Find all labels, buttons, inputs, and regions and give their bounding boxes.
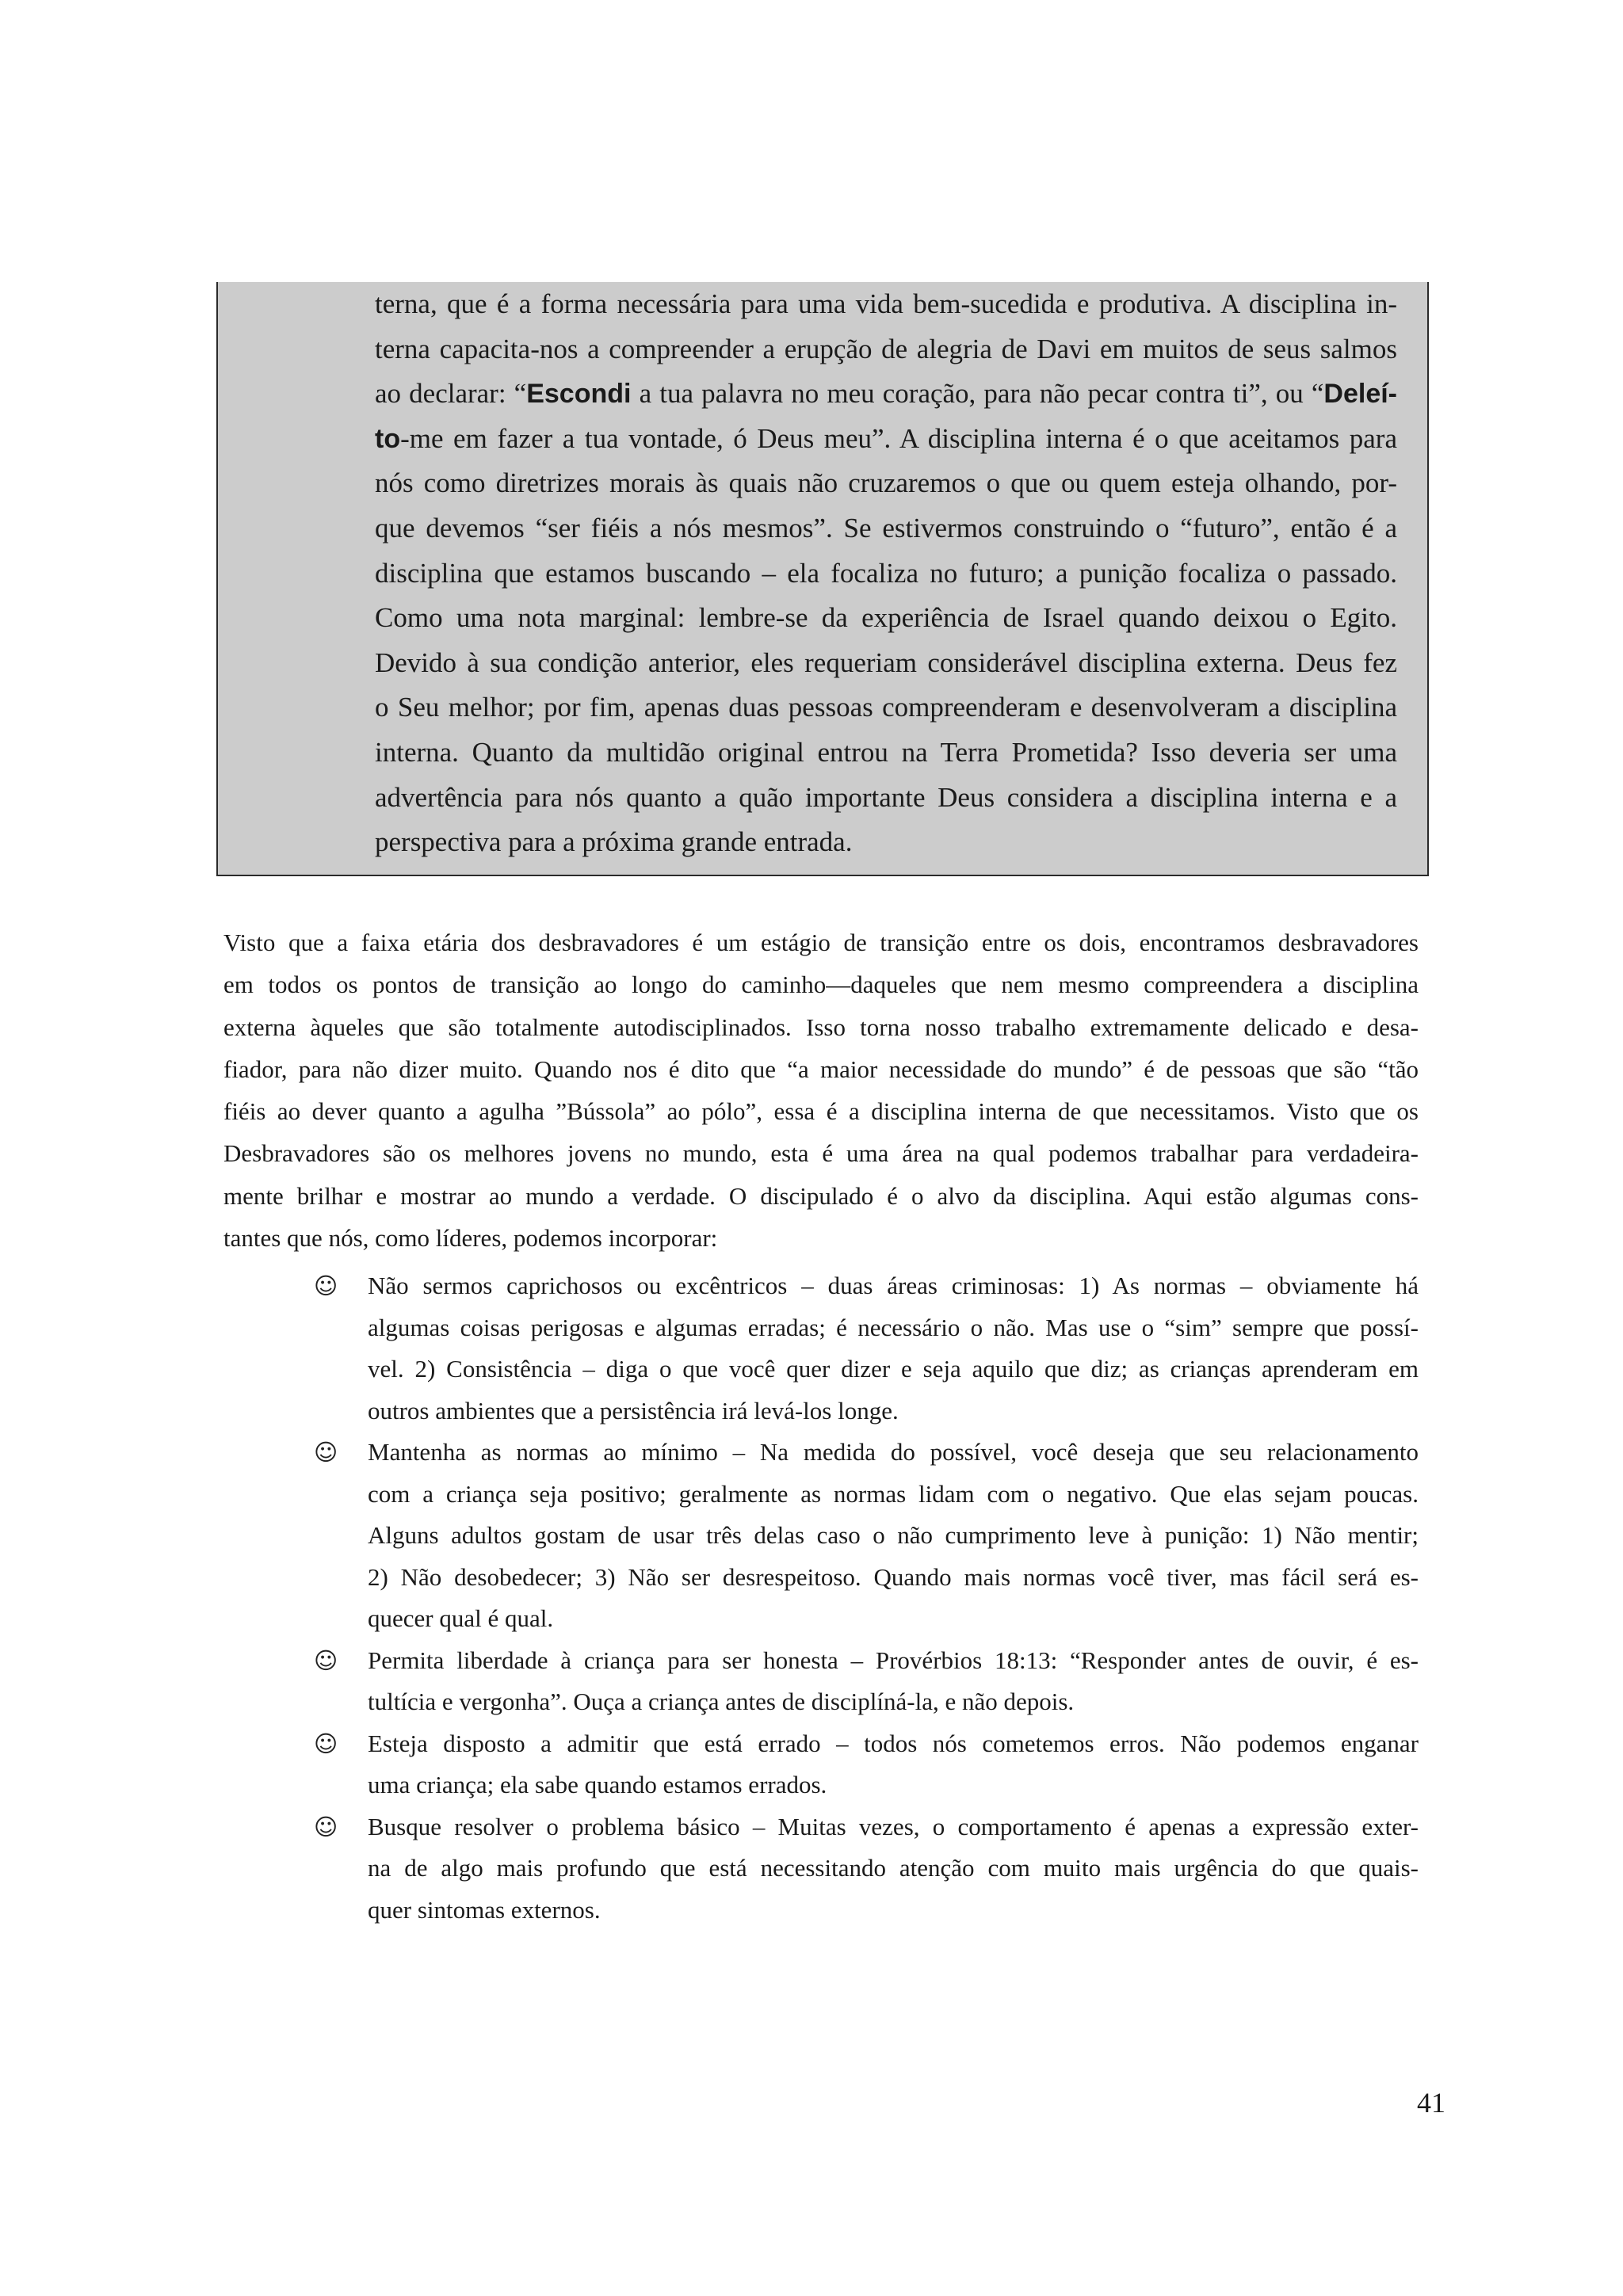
smiley-icon: ☺ <box>314 1439 338 1466</box>
callout-line: perspectiva para a próxima grande entrada. <box>375 826 853 858</box>
callout-line: Devido à sua condição anterior, eles requeriam considerável disciplina externa. Deus fez <box>375 646 1397 678</box>
paragraph-line: Visto que a faixa etária dos desbravadores é um estágio de transição entre os dois, encontramos desbravadores <box>223 929 1419 956</box>
page-number: 41 <box>1417 2087 1445 2119</box>
callout-text-segment: -me em fazer a tua vontade, ó Deus meu”. A disciplina interna é o que aceitamos para <box>400 422 1397 454</box>
bold-term-escondi: Escondi <box>526 379 632 410</box>
callout-line: o Seu melhor; por fim, apenas duas pessoas compreenderam e desenvolveram a disciplina <box>375 692 1397 723</box>
list-item <box>315 1723 1419 1806</box>
paragraph-line: fiéis ao dever quanto a agulha ”Bússola” ao pólo”, essa é a disciplina interna de que necessitamos. Visto que os <box>223 1097 1419 1126</box>
callout-text <box>375 282 1397 865</box>
smiley-icon: ☺ <box>314 1646 338 1674</box>
list-item-line: algumas coisas perigosas e algumas erradas; é necessário o não. Mas use o “sim” sempre que possí- <box>368 1313 1419 1341</box>
list-item-line: com a criança seja positivo; geralmente as normas lidam com o negativo. Que elas sejam poucas. <box>368 1479 1419 1508</box>
list-item-text <box>368 1806 1419 1932</box>
callout-text-segment: a tua palavra no meu coração, para não pecar contra ti”, ou “ <box>631 378 1324 410</box>
list-item <box>315 1806 1419 1932</box>
list-item-line: vel. 2) Consistência – diga o que você quer dizer e seja aquilo que diz; as crianças aprenderam em <box>368 1355 1419 1383</box>
list-item-line: quer sintomas externos. <box>368 1895 601 1924</box>
list-item-line: Permita liberdade à criança para ser honesta – Provérbios 18:13: “Responder antes de ouvir, é es- <box>368 1646 1419 1674</box>
callout-line: terna, que é a forma necessária para uma vida bem-sucedida e produtiva. A disciplina in- <box>375 288 1397 319</box>
bullet-list <box>315 1265 1419 1931</box>
body-paragraph <box>223 921 1419 1259</box>
paragraph-line: mente brilhar e mostrar ao mundo a verdade. O discipulado é o alvo da disciplina. Aqui estão algumas cons- <box>223 1181 1419 1210</box>
list-item-line: uma criança; ela sabe quando estamos errados. <box>368 1771 827 1798</box>
callout-line: disciplina que estamos buscando – ela focaliza no futuro; a punição focaliza o passado. <box>375 557 1397 589</box>
paragraph-line: tantes que nós, como líderes, podemos incorporar: <box>223 1224 718 1253</box>
callout-box <box>216 282 1429 876</box>
paragraph-line: fiador, para não dizer muito. Quando nos é dito que “a maior necessidade do mundo” é de pessoas que são “tão <box>223 1055 1419 1083</box>
smiley-icon: ☺ <box>314 1813 338 1840</box>
callout-line <box>375 417 1397 462</box>
list-item-line: Busque resolver o problema básico – Muitas vezes, o comportamento é apenas a expressão exter- <box>368 1812 1419 1840</box>
list-item <box>315 1432 1419 1640</box>
list-item-line: Esteja disposto a admitir que está errado – todos nós cometemos erros. Não podemos enganar <box>368 1729 1419 1757</box>
list-item-line: quecer qual é qual. <box>368 1604 554 1632</box>
list-item-line: outros ambientes que a persistência irá levá-los longe. <box>368 1396 899 1425</box>
list-item-text <box>368 1432 1419 1640</box>
paragraph-line: Desbravadores são os melhores jovens no mundo, esta é uma área na qual podemos trabalhar para verdadeira- <box>223 1139 1419 1168</box>
list-item <box>315 1265 1419 1432</box>
paragraph-line: em todos os pontos de transição ao longo do caminho—daqueles que nem mesmo compreendera a disciplina <box>223 971 1419 999</box>
list-item-line: na de algo mais profundo que está necessitando atenção com muito mais urgência do que quais- <box>368 1854 1419 1882</box>
callout-text-segment: ao declarar: “ <box>375 378 527 410</box>
smiley-icon: ☺ <box>314 1730 338 1757</box>
bold-term-deleito-end: to <box>375 423 401 454</box>
list-item <box>315 1640 1419 1723</box>
list-item-line: tultícia e vergonha”. Ouça a criança antes de disciplíná-la, e não depois. <box>368 1688 1075 1715</box>
bold-term-deleito-start: Deleí- <box>1323 379 1397 410</box>
callout-line <box>375 372 1397 417</box>
callout-line: nós como diretrizes morais às quais não cruzaremos o que ou quem esteja olhando, por- <box>375 467 1397 499</box>
list-item-line: 2) Não desobedecer; 3) Não ser desrespeitoso. Quando mais normas você tiver, mas fácil será es- <box>368 1562 1419 1591</box>
callout-line: terna capacita-nos a compreender a erupção de alegria de Davi em muitos de seus salmos <box>375 333 1397 364</box>
list-item-line: Não sermos caprichosos ou excêntricos – duas áreas criminosas: 1) As normas – obviamente há <box>368 1272 1419 1299</box>
list-item-line: Mantenha as normas ao mínimo – Na medida do possível, você deseja que seu relacionamento <box>368 1438 1419 1466</box>
callout-line: Como uma nota marginal: lembre-se da experiência de Israel quando deixou o Egito. <box>375 602 1397 634</box>
callout-line: advertência para nós quanto a quão importante Deus considera a disciplina interna e a <box>375 781 1397 813</box>
list-item-text <box>368 1265 1419 1432</box>
list-item-line: Alguns adultos gostam de usar três delas caso o não cumprimento leve à punição: 1) Não mentir; <box>368 1521 1419 1549</box>
list-item-text <box>368 1723 1419 1806</box>
list-item-text <box>368 1640 1419 1723</box>
callout-line: interna. Quanto da multidão original entrou na Terra Prometida? Isso deveria ser uma <box>375 736 1397 768</box>
paragraph-line: externa àqueles que são totalmente autodisciplinados. Isso torna nosso trabalho extremamente delicado e desa- <box>223 1013 1419 1041</box>
callout-line: que devemos “ser fiéis a nós mesmos”. Se estivermos construindo o “futuro”, então é a <box>375 512 1397 543</box>
smiley-icon: ☺ <box>314 1272 338 1299</box>
